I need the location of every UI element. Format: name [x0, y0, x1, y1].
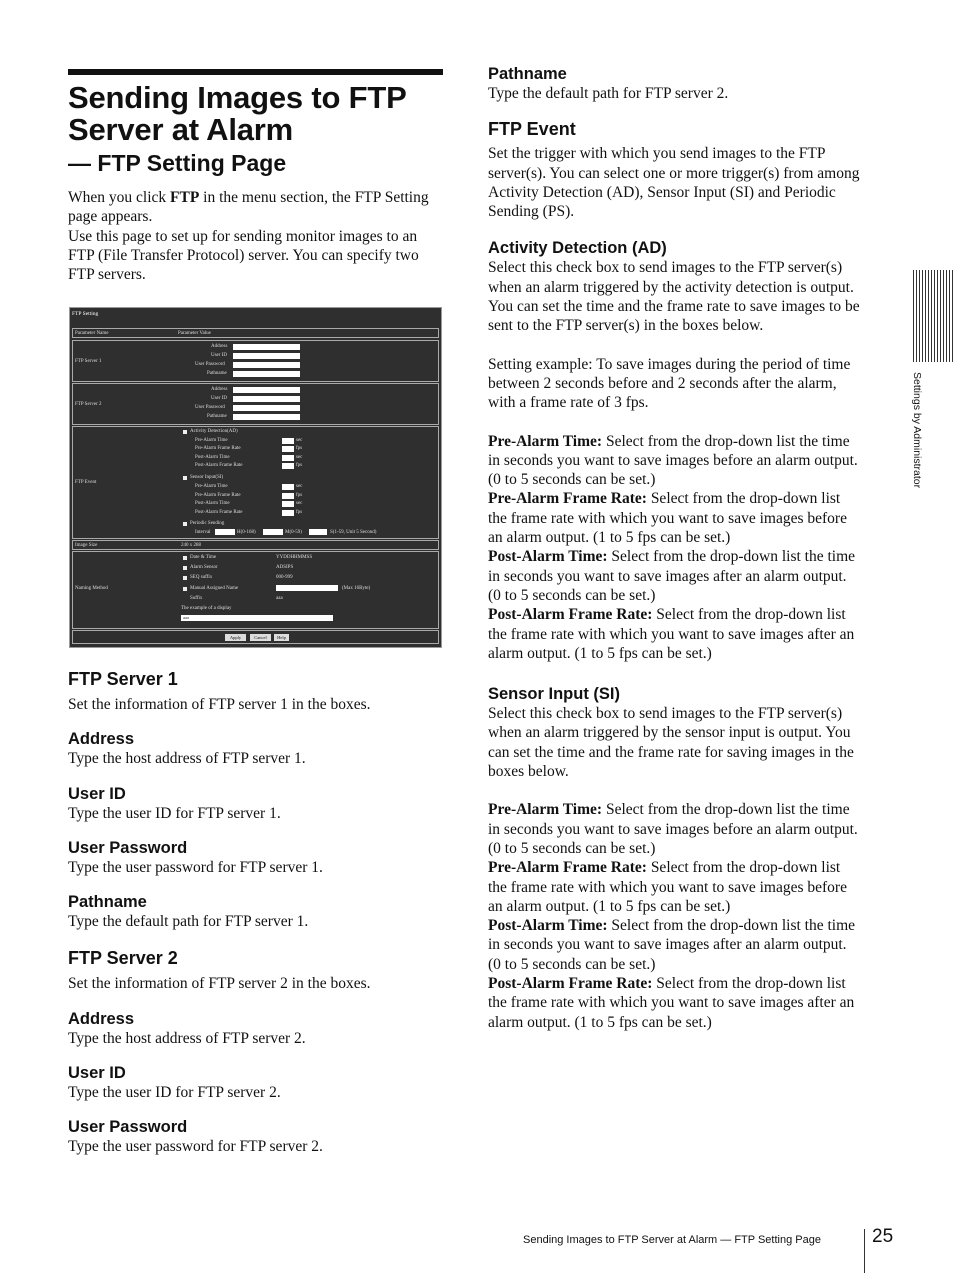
screenshot-image-size-row: Image Size 240 x 288: [72, 540, 439, 550]
si-text: Select this check box to send images to the FTP server(s) when an alarm triggered by the sensor input is output. You can set the time and the frame rate for saving images in the boxes below.: [488, 705, 854, 781]
section-heading: FTP Server 2: [68, 948, 178, 969]
section-heading: FTP Server 1: [68, 669, 178, 689]
section-heading: User ID: [68, 784, 126, 803]
example-display-field: aaa: [181, 615, 333, 621]
ftp-event-heading: FTP Event: [488, 119, 576, 140]
server1-password-input[interactable]: [233, 362, 300, 368]
alarm-setting-item: [488, 800, 863, 858]
screenshot-ftp-event-row: FTP Event Activity Detection(AD) Pre-Alarm Time Pre-Alarm Frame Rate Post-Alarm Time Post-Alarm Frame Rate sec fps sec fps Sensor Input(SI) Pre-Alarm Time Pre-Alarm Frame Rate Post-Alarm Time Post-Alarm Frame Rate sec fps sec fps Periodic Sending Interval H(0-168) M(0-59) S(1-59, Unit 5 Second): [72, 426, 439, 539]
ad-post-time-select[interactable]: [282, 455, 294, 461]
si-item-list: [488, 800, 863, 1032]
server2-password-input[interactable]: [233, 405, 300, 411]
section-heading: Address: [68, 1009, 135, 1028]
alarm-sensor-checkbox[interactable]: [183, 566, 187, 570]
alarm-setting-term: Post-Alarm Time:: [488, 917, 608, 935]
pathname-heading: Pathname: [488, 65, 567, 83]
section-text: Set the information of FTP server 1 in the boxes.: [68, 696, 371, 713]
si-pre-time-select[interactable]: [282, 484, 294, 490]
alarm-setting-description: Select from the drop-down list the time in seconds you want to save images after an alarm output. (0 to 5 seconds can be set.): [488, 548, 856, 604]
alarm-setting-item: [488, 916, 863, 974]
alarm-setting-term: Pre-Alarm Time:: [488, 801, 603, 819]
interval-minute-input[interactable]: [263, 529, 283, 535]
section-heading: User Password: [68, 838, 188, 857]
date-time-checkbox[interactable]: [183, 556, 187, 560]
footer-divider: [864, 1229, 865, 1273]
section-text: Type the user password for FTP server 2.: [68, 1138, 323, 1156]
manual-name-checkbox[interactable]: [183, 587, 187, 591]
alarm-setting-description: Select from the drop-down list the frame rate with which you want to save images after an alarm output. (1 to 5 fps can be set.): [488, 974, 855, 1031]
section-text: Type the user ID for FTP server 1.: [68, 804, 281, 822]
side-tab-label: Settings by Administrator: [911, 372, 923, 489]
page-number: 25: [872, 1226, 894, 1247]
section-text: Set the information of FTP server 2 in the boxes.: [68, 975, 371, 993]
ad-example: Setting example: To save images during the period of time between 2 seconds before and 2 seconds after the alarm, with a frame rate of 3 fps.: [488, 355, 851, 412]
alarm-setting-term: Pre-Alarm Frame Rate:: [488, 490, 647, 508]
server2-address-input[interactable]: [233, 387, 300, 393]
section-text: Type the host address of FTP server 1.: [68, 750, 306, 768]
alarm-setting-item: [488, 974, 863, 1032]
section-text: Type the host address of FTP server 2.: [68, 1029, 306, 1047]
si-post-time-select[interactable]: [282, 501, 294, 507]
alarm-setting-item: [488, 605, 863, 663]
section-text: Type the user password for FTP server 1.: [68, 858, 323, 876]
server1-address-input[interactable]: [233, 344, 300, 350]
manual-name-input[interactable]: [276, 585, 338, 591]
si-post-rate-select[interactable]: [282, 510, 294, 516]
screenshot-window-title: FTP Setting: [72, 311, 99, 317]
ftp-event-text: Set the trigger with which you send images to the FTP server(s). You can select one or more trigger(s) from among Activity Detection (AD), Sensor Input (SI) and Periodic Sending (PS).: [488, 145, 860, 221]
si-pre-rate-select[interactable]: [282, 493, 294, 499]
interval-hour-input[interactable]: [215, 529, 235, 535]
alarm-setting-description: Select from the drop-down list the frame rate with which you want to save images after an alarm output. (1 to 5 fps can be set.): [488, 606, 855, 662]
intro-paragraph-2: Use this page to set up for sending monitor images to an FTP (File Transfer Protocol) server. You can specify two FTP servers.: [68, 227, 419, 284]
ad-pre-rate-select[interactable]: [282, 446, 294, 452]
section-text: Type the default path for FTP server 1.: [68, 913, 309, 931]
si-heading: Sensor Input (SI): [488, 685, 620, 704]
screenshot-button-row: [72, 630, 439, 644]
si-checkbox[interactable]: [183, 476, 187, 480]
ad-item-list: [488, 432, 863, 664]
section-heading: Address: [68, 730, 135, 749]
ftp-setting-screenshot: [69, 307, 442, 648]
ad-post-rate-select[interactable]: [282, 463, 294, 469]
intro: [68, 188, 446, 284]
alarm-setting-term: Post-Alarm Frame Rate:: [488, 606, 653, 624]
alarm-setting-item: [488, 489, 863, 547]
page-subtitle: — FTP Setting Page: [68, 150, 287, 176]
page-title: Sending Images to FTP Server at Alarm: [68, 80, 407, 147]
alarm-setting-item: [488, 858, 863, 916]
apply-button[interactable]: Apply: [225, 634, 246, 641]
alarm-setting-term: Pre-Alarm Frame Rate:: [488, 859, 647, 877]
section-heading: User Password: [68, 1118, 188, 1137]
title-rule: [68, 69, 443, 75]
section-text: Type the user ID for FTP server 2.: [68, 1084, 281, 1102]
alarm-setting-term: Post-Alarm Frame Rate:: [488, 974, 653, 992]
section-heading: Pathname: [68, 893, 147, 912]
screenshot-server1-row: FTP Server 1 Address User ID User Password Pathname: [72, 340, 439, 382]
help-button[interactable]: Help: [274, 634, 289, 641]
ad-checkbox[interactable]: [183, 430, 187, 434]
server2-userid-input[interactable]: [233, 396, 300, 402]
alarm-setting-description: Select from the drop-down list the frame rate with which you want to save images before an alarm output. (1 to 5 fps can be set.): [488, 859, 847, 915]
alarm-setting-description: Select from the drop-down list the time in seconds you want to save images before an alarm output. (0 to 5 seconds can be set.): [488, 432, 858, 489]
pathname-text: Type the default path for FTP server 2.: [488, 85, 729, 102]
seq-suffix-checkbox[interactable]: [183, 576, 187, 580]
server1-userid-input[interactable]: [233, 353, 300, 359]
server1-pathname-input[interactable]: [233, 371, 300, 377]
intro-paragraph-1: When you click FTP in the menu section, the FTP Setting page appears.: [68, 189, 429, 226]
server2-pathname-input[interactable]: [233, 414, 300, 420]
alarm-setting-item: [488, 547, 863, 605]
right-column: [488, 64, 863, 1032]
side-tab-marker: [913, 270, 954, 362]
ad-heading: Activity Detection (AD): [488, 239, 667, 258]
cancel-button[interactable]: Cancel: [250, 634, 271, 641]
alarm-setting-term: Pre-Alarm Time:: [488, 432, 603, 450]
footer-title: Sending Images to FTP Server at Alarm — FTP Setting Page: [523, 1234, 821, 1246]
ad-pre-time-select[interactable]: [282, 438, 294, 444]
screenshot-header-row: Parameter Name Parameter Value: [72, 328, 439, 338]
left-column-sections: [68, 668, 446, 1157]
interval-second-input[interactable]: [309, 529, 327, 535]
ad-text: Select this check box to send images to the FTP server(s) when an alarm triggered by the activity detection is output. You can set the time and the frame rate to save images to be sent to the FTP server(s) in the boxes below.: [488, 259, 860, 335]
alarm-setting-term: Post-Alarm Time:: [488, 548, 608, 566]
alarm-setting-item: [488, 432, 863, 490]
ps-checkbox[interactable]: [183, 522, 187, 526]
screenshot-naming-row: Naming Method Date & Time YYDDHHMMSS Alarm Sensor ADSIPS SEQ suffix 000-999 Manual Assigned Name (Max 16Byte) Suffix aaa The example of a display aaa: [72, 551, 439, 629]
section-heading: User ID: [68, 1064, 126, 1083]
alarm-setting-description: Select from the drop-down list the frame rate with which you want to save images before an alarm output. (1 to 5 fps can be set.): [488, 490, 847, 547]
alarm-setting-description: Select from the drop-down list the time in seconds you want to save images after an alarm output. (0 to 5 seconds can be set.): [488, 917, 856, 973]
screenshot-server2-row: FTP Server 2 Address User ID User Password Pathname: [72, 383, 439, 425]
alarm-setting-description: Select from the drop-down list the time in seconds you want to save images before an alarm output. (0 to 5 seconds can be set.): [488, 801, 858, 857]
